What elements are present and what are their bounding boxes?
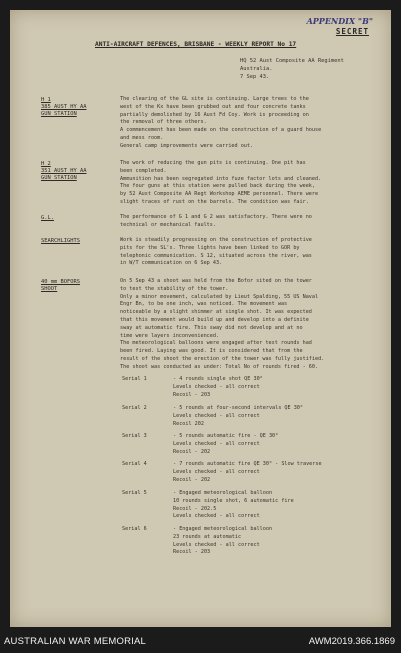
hq-block (240, 57, 344, 81)
serial-label: Serial 6 (122, 526, 147, 532)
serial-label: Serial 4 (122, 461, 147, 467)
classification-label: SECRET (335, 27, 369, 36)
section-heading-h1: H 1 385 AUST HY AA GUN STATION (41, 97, 87, 118)
serial-detail: - 7 rounds automatic fire QE 30° - Slow traverse Levels checked - all correct Recoil - 202 (173, 461, 322, 483)
section-heading-gl: G.L. (41, 215, 54, 221)
serial-label: Serial 1 (122, 376, 147, 382)
section-heading-h2: H 2 351 AUST HY AA GUN STATION (41, 161, 87, 182)
serial-detail: - Engaged meteorological balloon 23 rounds at automatic Levels checked - all correct Recoil - 203 (173, 526, 273, 556)
section-heading-searchlights: SEARCHLIGHTS (41, 238, 80, 244)
archive-name: AUSTRALIAN WAR MEMORIAL (4, 636, 147, 647)
section-body-h2: The work of reducing the gun pits is continuing. One pit has been completed. Ammunition has been segregated into fuze factor lots and cleaned. The four guns at this station were pulled back during the week, by 52 Aust Composite AA Regt Workshop AEME personnel. There were slight traces of rust on the barrels. The condition was fair. (120, 160, 322, 205)
serial-detail: - 5 rounds automatic fire - QE 30° Levels checked - all correct Recoil - 202 (173, 433, 279, 455)
section-heading-bofors: 40 mm BOFORS SHOOT (41, 279, 80, 293)
document-page (10, 10, 391, 627)
hq-line: 7 Sep 43. (240, 74, 270, 80)
serial-detail: - Engaged meteorological balloon 10 rounds single shot, 6 automatic fire Recoil - 202.5 Levels checked - all correct (173, 490, 294, 520)
serial-detail: - 4 rounds single shot QE 30° Levels checked - all correct Recoil - 203 (173, 376, 263, 398)
appendix-label: APPENDIX "B" (306, 16, 373, 26)
serial-label: Serial 3 (122, 433, 147, 439)
serial-detail: - 5 rounds at four-second intervals QE 30° Levels checked - all correct Recoil 202 (173, 405, 303, 427)
report-title: ANTI-AIRCRAFT DEFENCES, BRISBANE - WEEKLY REPORT No 17 (95, 41, 297, 48)
section-body-h1: The clearing of the GL site is continuing. Large trees to the west of the Kx have been grubbed out and four concrete tanks partially demolished by 16 Aust Fd Coy. Work is proceeding on the removal of three others. A commencement has been made on the construction of a guard house and mess room. General camp improvements were carried out. (120, 96, 322, 149)
serial-label: Serial 5 (122, 490, 147, 496)
section-body-searchlights: Work is steadily progressing on the construction of protective pits for the SL's. Three lights have been linked to GOR by telephonic communication. S 12, situated across the river, was in W/T communication on 6 Sep 43. (120, 237, 312, 267)
serial-label: Serial 2 (122, 405, 147, 411)
hq-line: Australia. (240, 66, 273, 72)
catalogue-number: AWM2019.366.1869 (308, 636, 395, 647)
section-body-gl: The performance of G 1 and G 2 was satisfactory. There were no technical or mechanical faults. (120, 214, 312, 228)
hq-line: HQ 52 Aust Composite AA Regiment (240, 58, 344, 64)
footer-bar (0, 627, 401, 653)
section-body-bofors: On 5 Sep 43 a shoot was held from the Bofor sited on the tower to test the stability of the tower. Only a minor movement, calculated by Lieut Spalding, 55 US Naval Engr Bn, to be one inch, was noticed. The movement was noticeable by a slight shimmer at single shot. It was expected that this movement would build up and develop into a definite sway at automatic fire. This sway did not develop and at no time were layers inconvenienced. The meteorological balloons were engaged after test rounds had been fired. Laying was good. It is considered that from the result of the shoot the erection of the tower was fully justified. The shoot was conducted as under: Total No of rounds fired - 60. (120, 278, 325, 370)
